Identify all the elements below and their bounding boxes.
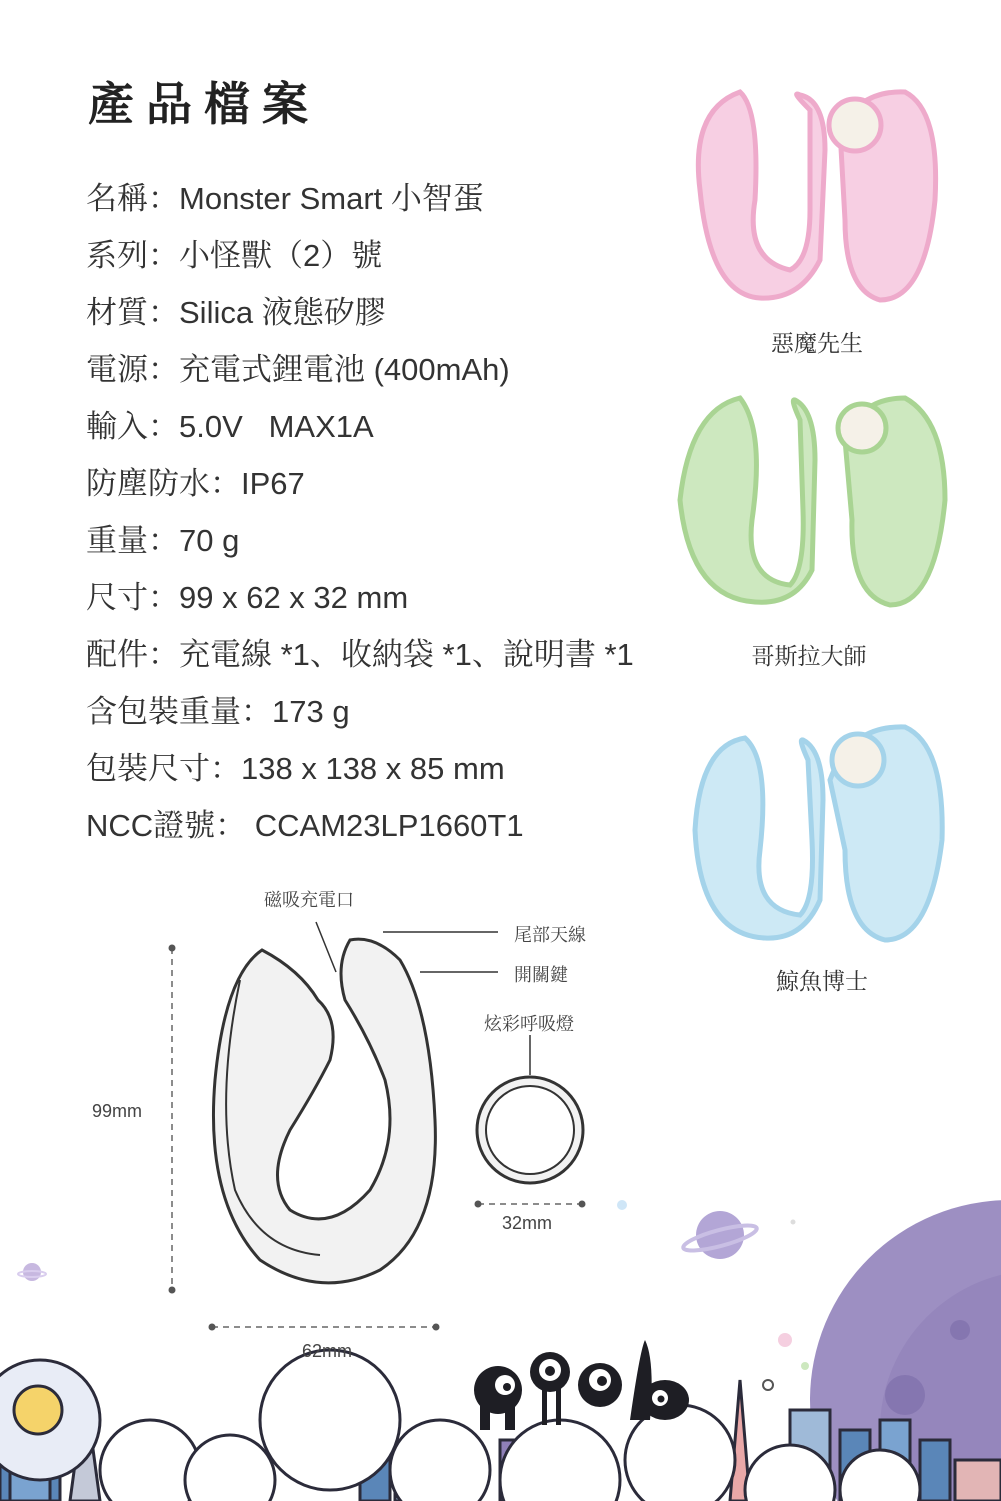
- spec-name: 名稱：Monster Smart 小智蛋: [86, 181, 484, 216]
- spec-power: 電源：充電式鋰電池 (400mAh): [86, 352, 510, 387]
- label-tail-antenna: 尾部天線: [514, 925, 586, 945]
- sun-badge-icon: [14, 1386, 62, 1434]
- ringed-planet-icon: [681, 1211, 759, 1259]
- star-dot: [801, 1362, 809, 1370]
- dimension-width: 62mm: [302, 1341, 353, 1361]
- dimension-depth: 32mm: [502, 1213, 553, 1233]
- variant-label-pink: 惡魔先生: [771, 330, 863, 356]
- spec-ncc: NCC證號： CCAM23LP1660T1: [86, 808, 524, 843]
- dimension-height: 99mm: [92, 1101, 143, 1121]
- product-image-pink: [698, 92, 935, 300]
- product-image-green: [680, 398, 945, 605]
- star-dot: [763, 1380, 773, 1390]
- label-charging-port: 磁吸充電口: [264, 890, 354, 910]
- spec-input: 輸入：5.0V MAX1A: [86, 409, 374, 444]
- clouds: [0, 1350, 920, 1501]
- star-dot: [791, 1220, 796, 1225]
- spec-material: 材質：Silica 液態矽膠: [86, 295, 386, 330]
- planet-crater: [950, 1320, 970, 1340]
- page-title: 產品檔案: [88, 78, 320, 130]
- monster-mascots: [474, 1340, 689, 1430]
- small-planet-left-icon: [18, 1263, 46, 1281]
- label-breathing-light: 炫彩呼吸燈: [484, 1014, 574, 1034]
- spec-size: 尺寸：99 x 62 x 32 mm: [86, 580, 409, 615]
- spec-accessories: 配件：充電線 *1、收納袋 *1、說明書 *1: [86, 637, 634, 672]
- variant-label-blue: 鯨魚博士: [776, 968, 868, 994]
- spec-waterproof: 防塵防水：IP67: [86, 466, 305, 501]
- spec-package-size: 包裝尺寸：138 x 138 x 85 mm: [86, 751, 505, 786]
- variant-label-green: 哥斯拉大師: [751, 643, 867, 669]
- spec-package-weight: 含包裝重量：173 g: [86, 694, 350, 729]
- star-dot: [617, 1200, 627, 1210]
- product-image-blue: [695, 727, 942, 940]
- star-dot: [778, 1333, 792, 1347]
- spec-weight: 重量：70 g: [86, 523, 240, 558]
- planet-crater: [885, 1375, 925, 1415]
- spec-series: 系列：小怪獸（2）號: [86, 238, 383, 273]
- label-power-button: 開關鍵: [514, 965, 568, 985]
